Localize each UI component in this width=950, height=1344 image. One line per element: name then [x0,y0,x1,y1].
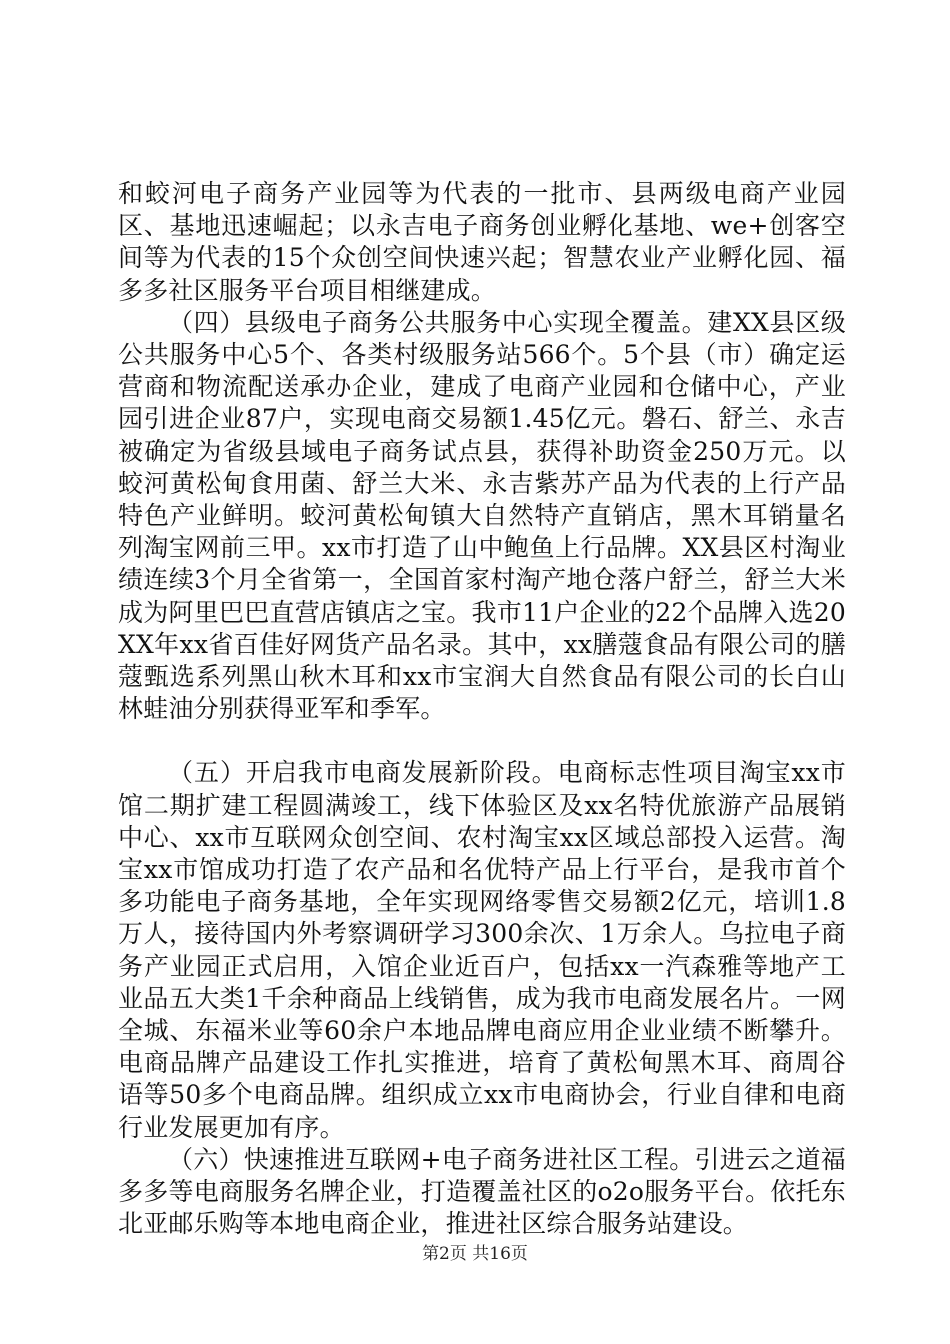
paragraph-section-4: （四）县级电子商务公共服务中心实现全覆盖。建XX县区级公共服务中心5个、各类村级服务站566个。5个县（市）确定运营商和物流配送承办企业，建成了电商产业园和仓储中心，产业园引进企业87户，实现电商交易额1.45亿元。磐石、舒兰、永吉被确定为省级县域电子商务试点县，获得补助资金250万元。以蛟河黄松甸食用菌、舒兰大米、永吉紫苏产品为代表的上行产品特色产业鲜明。蛟河黄松甸镇大自然特产直销店，黑木耳销量名列淘宝网前三甲。xx市打造了山中鲍鱼上行品牌。XX县区村淘业绩连续3个月全省第一，全国首家村淘产地仓落户舒兰，舒兰大米成为阿里巴巴直营店镇店之宝。我市11户企业的22个品牌入选20XX年xx省百佳好网货产品名录。其中，xx膳蔻食品有限公司的膳蔻甄选系列黑山秋木耳和xx市宝润大自然食品有限公司的长白山林蛙油分别获得亚军和季军。 [118,307,846,724]
paragraph-section-5: （五）开启我市电商发展新阶段。电商标志性项目淘宝xx市馆二期扩建工程圆满竣工，线下体验区及xx名特优旅游产品展销中心、xx市互联网众创空间、农村淘宝xx区域总部投入运营。淘宝xx市馆成功打造了农产品和名优特产品上行平台，是我市首个多功能电子商务基地，全年实现网络零售交易额2亿元，培训1.8万人，接待国内外考察调研学习300余次、1万余人。乌拉电子商务产业园正式启用，入馆企业近百户，包括xx一汽森雅等地产工业品五大类1千余种商品上线销售，成为我市电商发展名片。一网全城、东福米业等60余户本地品牌电商应用企业业绩不断攀升。电商品牌产品建设工作扎实推进，培育了黄松甸黑木耳、商周谷语等50多个电商品牌。组织成立xx市电商协会，行业自律和电商行业发展更加有序。 [118,758,846,1142]
page-number-footer: 第2页 共16页 [422,1244,528,1264]
paragraph-section-6: （六）快速推进互联网+电子商务进社区工程。引进云之道福多多等电商服务名牌企业，打造覆盖社区的o2o服务平台。依托东北亚邮乐购等本地电商企业，推进社区综合服务站建设。 [118,1144,846,1239]
paragraph-continuation: 和蛟河电子商务产业园等为代表的一批市、县两级电商产业园区、基地迅速崛起；以永吉电子商务创业孵化基地、we+创客空间等为代表的15个众创空间快速兴起；智慧农业产业孵化园、福多多社区服务平台项目相继建成。 [118,179,846,305]
document-body [118,178,846,1241]
